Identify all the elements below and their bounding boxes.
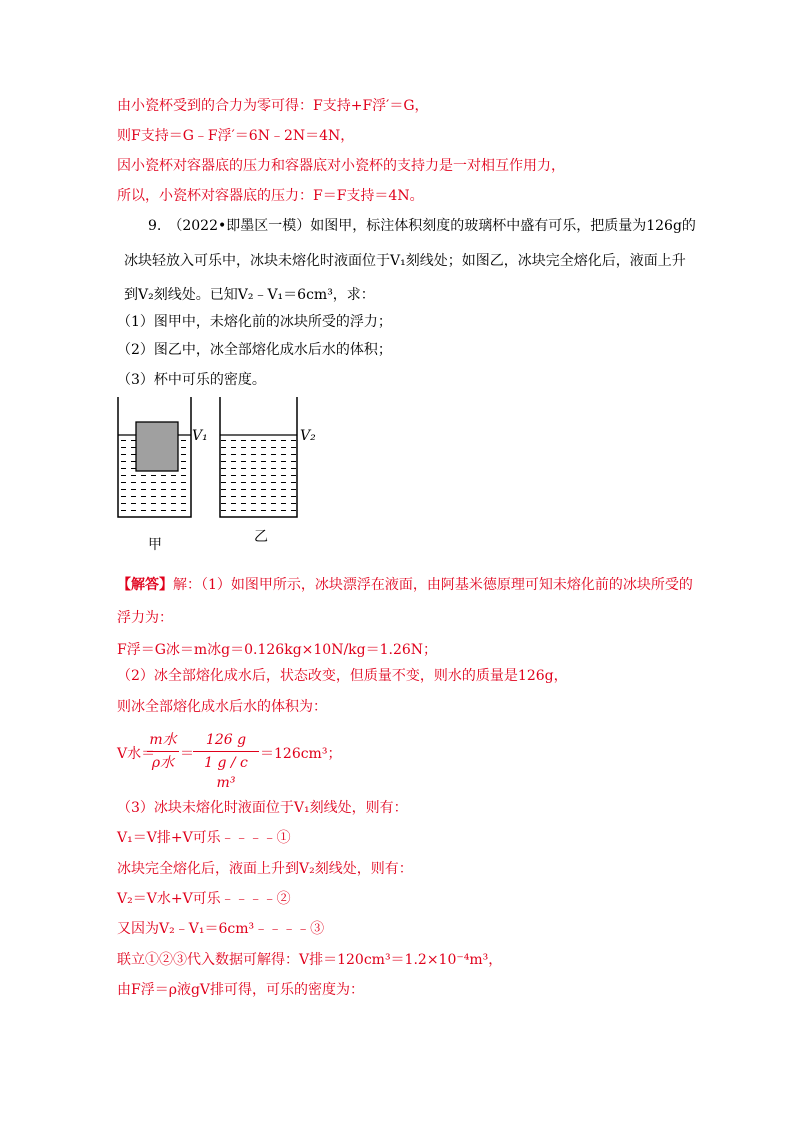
formula-lhs: V水＝ — [117, 746, 156, 762]
answer-line: （3）冰块未熔化时液面位于V₁刻线处，则有： — [117, 800, 408, 816]
text-line: 由小瓷杯受到的合力为零可得：F支持+F浮′＝G， — [117, 98, 429, 114]
answer-line: 浮力为： — [117, 610, 173, 626]
text-line: 因小瓷杯对容器底的压力和容器底对小瓷杯的支持力是一对相互作用力， — [117, 158, 565, 174]
question-subitem: （2）图乙中，冰全部熔化成水后水的体积； — [117, 342, 392, 358]
beaker-jia — [118, 397, 191, 517]
answer-text: 解：（1）如图甲所示，冰块漂浮在液面，由阿基米德原理可知未熔化前的冰块所受的 — [173, 577, 693, 593]
answer-line: V₁＝V排+V可乐﹣﹣﹣﹣① — [117, 830, 291, 846]
answer-line: V₂＝V水+V可乐﹣﹣﹣﹣② — [117, 891, 291, 907]
question-line: 到V₂刻线处。已知V₂﹣V₁＝6cm³，求： — [124, 287, 375, 303]
text-line: 则F支持＝G﹣F浮′＝6N﹣2N＝4N， — [117, 128, 355, 144]
formula-result: ＝126cm³； — [260, 746, 342, 762]
text-line: 所以，小瓷杯对容器底的压力：F＝F支持＝4N。 — [117, 188, 424, 204]
answer-line: 冰块完全熔化后，液面上升到V₂刻线处，则有： — [117, 861, 413, 877]
answer-line: 联立①②③代入数据可解得：V排＝120cm³＝1.2×10⁻⁴m³， — [117, 952, 503, 968]
ice-block — [136, 422, 178, 471]
question-line: 9. （2022•即墨区一模）如图甲，标注体积刻度的玻璃杯中盛有可乐，把质量为126g的 — [148, 218, 696, 234]
question-subitem: （1）图甲中，未熔化前的冰块所受的浮力； — [117, 314, 392, 330]
formula-num2: 126 g — [205, 732, 247, 748]
answer-line: 由F浮＝ρ液gV排可得，可乐的密度为： — [117, 982, 365, 998]
caption-jia: 甲 — [148, 537, 162, 553]
volume-formula: V水＝ m水 ρ水 ＝ 126 g 1 g / c m³ ＝126cm³； — [117, 732, 342, 791]
formula-num1: m水 — [149, 732, 177, 748]
beaker-figure — [110, 395, 340, 555]
answer-line: （2）冰全部熔化成水后，状态改变，但质量不变，则水的质量是126g， — [117, 668, 568, 684]
answer-line: 又因为V₂﹣V₁＝6cm³﹣﹣﹣﹣③ — [117, 921, 325, 937]
label-v2: V₂ — [300, 428, 316, 444]
question-line: 冰块轻放入可乐中，冰块未熔化时液面位于V₁刻线处；如图乙，冰块完全熔化后，液面上升 — [124, 253, 686, 269]
answer-line: F浮＝G冰＝m冰g＝0.126kg×10N/kg＝1.26N； — [117, 642, 438, 658]
answer-line: 则冰全部熔化成水后水的体积为： — [117, 699, 327, 715]
formula-den2: 1 g / c m³ — [204, 755, 248, 791]
question-subitem: （3）杯中可乐的密度。 — [117, 372, 266, 388]
beaker-yi — [220, 397, 297, 517]
formula-den1: ρ水 — [151, 755, 175, 771]
answer-tag: 【解答】 — [117, 577, 173, 593]
label-v1: V₁ — [192, 428, 208, 444]
answer-line — [117, 575, 693, 595]
caption-yi: 乙 — [254, 529, 268, 545]
